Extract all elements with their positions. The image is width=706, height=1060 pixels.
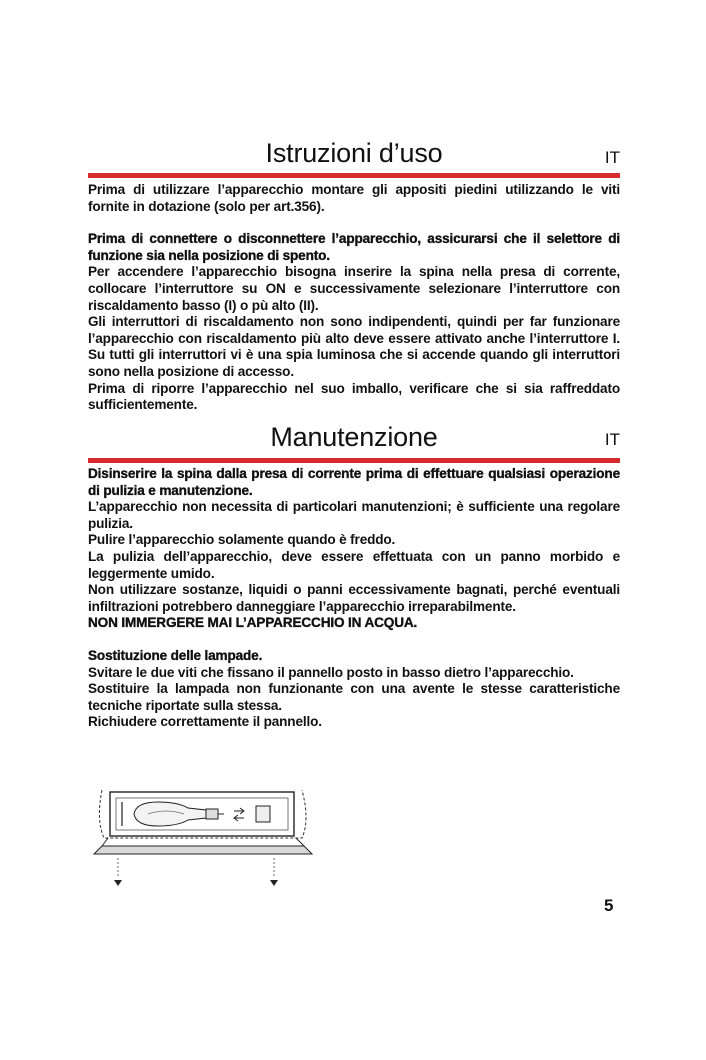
- paragraph: Svitare le due viti che fissano il pannello posto in basso dietro l’apparecchio.: [88, 664, 574, 680]
- section-divider: [88, 458, 620, 463]
- paragraph: L’apparecchio non necessita di particolari manutenzioni; è sufficiente una regolare pulizia.: [88, 499, 620, 531]
- paragraph: La pulizia dell’apparecchio, deve essere effettuata con un panno morbido e leggermente umido.: [88, 548, 620, 581]
- paragraph: Sostituire la lampada non funzionante con una avente le stesse caratteristiche tecniche riportate sulla stessa.: [88, 681, 620, 713]
- section-title: Manutenzione: [270, 422, 438, 452]
- warning-paragraph: NON IMMERGERE MAI L’APPARECCHIO IN ACQUA.: [88, 615, 418, 631]
- paragraph: Prima di utilizzare l’apparecchio montare gli appositi piedini utilizzando le viti fornite in dotazione (solo per art.356).: [88, 182, 620, 214]
- language-code: IT: [604, 430, 620, 449]
- warning-paragraph: Prima di connettere o disconnettere l’apparecchio, assicurarsi che il selettore di funzione sia nella posizione di spento.: [88, 231, 620, 263]
- paragraph: Pulire l’apparecchio solamente quando è freddo.: [88, 532, 396, 548]
- lamp-replacement-illustration: [88, 780, 318, 890]
- section-divider: [88, 173, 620, 178]
- language-code: IT: [604, 148, 620, 167]
- page-number: 5: [604, 896, 614, 915]
- paragraph: Prima di riporre l’apparecchio nel suo imballo, verificare che si sia raffreddato sufficientemente.: [88, 380, 620, 413]
- paragraph: Richiudere correttamente il pannello.: [88, 714, 322, 730]
- subheading: Sostituzione delle lampade.: [88, 647, 263, 663]
- section-body-manutenzione: [88, 466, 620, 731]
- paragraph: Gli interruttori di riscaldamento non sono indipendenti, quindi per far funzionare l’apparecchio con riscaldamento più alto deve essere attivato anche l’interruttore I. Su tutti gli interruttori vi è una spia luminosa che si accende quando gli interruttori sono nella posizione di accesso.: [88, 314, 620, 379]
- paragraph: Per accendere l’apparecchio bisogna inserire la spina nella presa di corrente, collocare l’interruttore su ON e successivamente selezionare l’interruttore con riscaldamento basso (I) o pù alto (II).: [88, 264, 620, 313]
- paragraph: Non utilizzare sostanze, liquidi o panni eccessivamente bagnati, perché eventuali infiltrazioni potrebbero danneggiare l’apparecchio irreparabilmente.: [88, 582, 620, 614]
- warning-paragraph: Disinserire la spina dalla presa di corrente prima di effettuare qualsiasi operazione di pulizia e manutenzione.: [88, 466, 620, 498]
- section-body-istruzioni: [88, 182, 620, 414]
- section-title: Istruzioni d’uso: [265, 138, 443, 168]
